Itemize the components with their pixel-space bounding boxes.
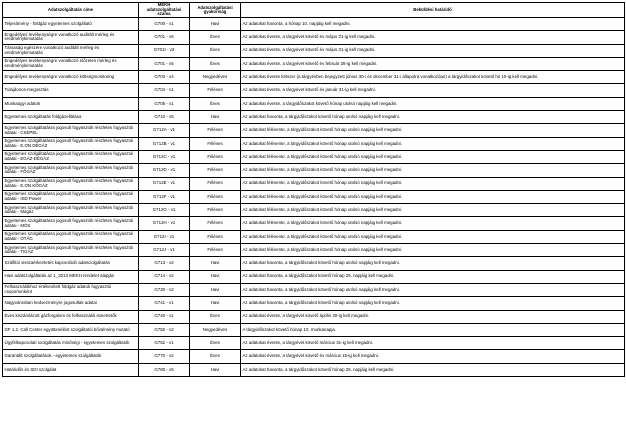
row-title-cell: Engedélyes tevékenységre vonatkozó költségmonitoring [3, 71, 139, 84]
row-code-cell: G712C - v1 [139, 150, 190, 163]
row-code-cell: G705 - v1 [139, 97, 190, 110]
row-deadline-cell: Az adatokat félévente, a tárgyidőszakot követő hónap utolsó napjáig kell megadni. [241, 190, 625, 203]
table-row [3, 111, 625, 124]
table-row [3, 57, 625, 70]
row-code-cell: G712B - v1 [139, 137, 190, 150]
row-title-cell: Egyetemes szolgáltatásra jogosult fogyasztók részletes fogyasztói adatai - EGÁZ-DÉGÁZ [3, 150, 139, 163]
row-deadline-cell: Az adatokat havonta, a tárgyidőszakot követő hónap utolsó napjáig kell megadni. [241, 283, 625, 296]
row-deadline-cell: A tárgyidőszakot követő hónap 10. munkanapja. [241, 323, 625, 336]
table-row [3, 124, 625, 137]
row-title-cell: Egyetemes szolgáltatásra jogosult fogyasztók részletes fogyasztói adatai - FŐGÁZ [3, 164, 139, 177]
row-title-cell: GF 1.2. Call Center együttesélést szolgáltatói bővülmény mutató [3, 323, 139, 336]
row-code-cell: G712F - v1 [139, 190, 190, 203]
row-frequency-cell: Havi [190, 297, 241, 310]
row-code-cell: G780 - v5 [139, 363, 190, 376]
row-deadline-cell: Az adatokat évente kétszer (a tárgyévben bejegyzett június 30-i és december 31-i állapotra vonatkozóan) a tárgyidőszakot követő hó 10-ig kell megadni. [241, 71, 625, 84]
row-frequency-cell: Havi [190, 283, 241, 296]
row-title-cell: Egyetemes szolgáltatás földgázellátása [3, 111, 139, 124]
row-frequency-cell: Éves [190, 350, 241, 363]
row-title-cell: Egyetemes szolgáltatásra jogosult fogyasztók részletes fogyasztói adatai - MÓS [3, 217, 139, 230]
header-code: MEKH adatszolgáltatási száma [139, 3, 190, 18]
row-deadline-cell: Az adatokat félévente, a tárgyidőszakot követő hónap utolsó napjáig kell megadni. [241, 137, 625, 150]
table-row [3, 150, 625, 163]
row-code-cell: G712D - v1 [139, 164, 190, 177]
header-row [3, 3, 625, 18]
row-deadline-cell: Az adatokat félévente, a tárgyidőszakot követő hónap utolsó napjáig kell megadni. [241, 177, 625, 190]
row-title-cell: Társaság egészére vonatkozó auditált mérleg és eredménykimutatás [3, 44, 139, 57]
row-title-cell: Egyetemes szolgáltatásra jogosult fogyasztók részletes fogyasztói adatai - TIGÁZ [3, 244, 139, 257]
row-code-cell: G701 - v5 [139, 57, 190, 70]
table-row [3, 283, 625, 296]
table-row [3, 71, 625, 84]
table-row [3, 164, 625, 177]
row-deadline-cell: Az adatokat évente, a tárgyidőszakot követő hónap utolsó napjáig kell megadni. [241, 97, 625, 110]
row-frequency-cell: Negyedéves [190, 323, 241, 336]
table-row [3, 204, 625, 217]
row-title-cell: Munkaügyi adatok [3, 97, 139, 110]
table-row [3, 230, 625, 243]
row-deadline-cell: Az adatokat félévente, a tárgyidőszakot követő hónap utolsó napjáig kell megadni. [241, 217, 625, 230]
row-deadline-cell: Az adatokat havonta, a tárgyidőszakot követő hónap 25. napjáig kell megadni. [241, 270, 625, 283]
row-title-cell: Engedélyes tevékenységre vonatkozó előzetes mérleg és eredménykimutatás [3, 57, 139, 70]
row-frequency-cell: Féléves [190, 150, 241, 163]
row-title-cell: Engedélyes tevékenységre vonatkozó auditált mérleg és eredménykimutatás [3, 31, 139, 44]
row-deadline-cell: Az adatokat félévente, a tárgyidőszakot követő hónap utolsó napjáig kell megadni. [241, 244, 625, 257]
row-title-cell: Határidős és SDI szolgálat [3, 363, 139, 376]
row-deadline-cell: Az adatokat havonta, a tárgyidőszakot követő hónap utolsó napjáig kell megadni. [241, 297, 625, 310]
table-row [3, 137, 625, 150]
row-deadline-cell: Az adatokat félévente, a tárgyidőszakot követő hónap utolsó napjáig kell megadni. [241, 150, 625, 163]
table-row [3, 18, 625, 31]
row-deadline-cell: Az adatokat évente, a tárgyévet követő év január 31-ig kell megadni. [241, 84, 625, 97]
table-body [3, 18, 625, 377]
row-frequency-cell: Éves [190, 44, 241, 57]
header-title: Adatszolgáltatás címe [3, 3, 139, 18]
row-code-cell: G712A - v1 [139, 124, 190, 137]
row-code-cell: G750 - v2 [139, 323, 190, 336]
row-code-cell: G712J - v1 [139, 244, 190, 257]
row-frequency-cell: Havi [190, 257, 241, 270]
row-frequency-cell: Féléves [190, 177, 241, 190]
table-row [3, 337, 625, 350]
row-title-cell: Egyetemes szolgáltatásra jogosult fogyasztók részletes fogyasztói adatai - E.ON KÖGÁZ [3, 177, 139, 190]
row-deadline-cell: Az adatokat félévente, a tárgyidőszakot követő hónap utolsó napjáig kell megadni. [241, 124, 625, 137]
row-code-cell: G704 - v1 [139, 84, 190, 97]
row-frequency-cell: Havi [190, 111, 241, 124]
row-title-cell: Egyetemes szolgáltatásra jogosult fogyasztók részletes fogyasztói adatai - CSEPEL [3, 124, 139, 137]
table-row [3, 270, 625, 283]
row-deadline-cell: Az adatokat havonta, a tárgyidőszakot követő hónap utolsó napjáig kell megadni. [241, 257, 625, 270]
row-frequency-cell: Féléves [190, 190, 241, 203]
row-code-cell: G701 - v6 [139, 31, 190, 44]
row-frequency-cell: Féléves [190, 124, 241, 137]
row-frequency-cell: Féléves [190, 244, 241, 257]
table-row [3, 297, 625, 310]
row-code-cell: G712H - v1 [139, 217, 190, 230]
row-code-cell: G703 - v4 [139, 71, 190, 84]
row-frequency-cell: Havi [190, 18, 241, 31]
table-row [3, 363, 625, 376]
table-row [3, 323, 625, 336]
row-title-cell: Ügyfélkapcsolati szolgáltatás minőségi - egyetemes szolgáltatók [3, 337, 139, 350]
row-code-cell: G701t - v3 [139, 44, 190, 57]
row-frequency-cell: Éves [190, 97, 241, 110]
row-frequency-cell: Negyedéves [190, 71, 241, 84]
row-frequency-cell: Havi [190, 363, 241, 376]
row-code-cell: G770 - v2 [139, 350, 190, 363]
table-row [3, 190, 625, 203]
data-reporting-table [2, 2, 625, 377]
row-deadline-cell: Az adatokat havonta, a tárgyidőszakot követő hónap utolsó napjáig kell megadni. [241, 111, 625, 124]
table-row [3, 244, 625, 257]
table-row [3, 84, 625, 97]
row-title-cell: Nagyvárosban kedvezményre jogosultak adatai [3, 297, 139, 310]
table-row [3, 97, 625, 110]
row-frequency-cell: Féléves [190, 217, 241, 230]
row-deadline-cell: Az adatokat félévente, a tárgyidőszakot követő hónap utolsó napjáig kell megadni. [241, 230, 625, 243]
row-frequency-cell: Éves [190, 31, 241, 44]
row-title-cell: Egyetemes szolgáltatásra jogosult fogyasztók részletes fogyasztói adatai - E.ON DÉGÁZ [3, 137, 139, 150]
row-code-cell: G712G - v1 [139, 204, 190, 217]
row-deadline-cell: Az adatokat évente, a tárgyévet követő év február 28-ig kell megadni. [241, 57, 625, 70]
table-row [3, 177, 625, 190]
row-code-cell: G714 - v2 [139, 270, 190, 283]
row-code-cell: G700 - v1 [139, 18, 190, 31]
row-deadline-cell: Az adatokat havonta, a hónap 10. napjáig kell megadni. [241, 18, 625, 31]
row-code-cell: G712I - v1 [139, 230, 190, 243]
row-frequency-cell: Féléves [190, 137, 241, 150]
row-deadline-cell: Az adatokat évente, a tárgyévet követő év május 31-ig kell megadni. [241, 44, 625, 57]
row-frequency-cell: Féléves [190, 84, 241, 97]
row-deadline-cell: Az adatokat évente, a tárgyévet követő év május 31-ig kell megadni. [241, 31, 625, 44]
row-deadline-cell: Az adatokat havonta, a tárgyidőszakot követő hónap 25. napjáig kell megadni. [241, 363, 625, 376]
row-code-cell: G752 - v1 [139, 337, 190, 350]
header-frequency: Adatszolgáltatási gyakoriság [190, 3, 241, 18]
table-row [3, 44, 625, 57]
row-title-cell: Tulajdonos-megosztás [3, 84, 139, 97]
table-row [3, 310, 625, 323]
row-title-cell: Egyetemes szolgáltatásra jogosult fogyasztók részletes fogyasztói adatai - Magáz [3, 204, 139, 217]
row-code-cell: G740 - v1 [139, 310, 190, 323]
row-frequency-cell: Féléves [190, 230, 241, 243]
table-row [3, 217, 625, 230]
row-frequency-cell: Féléves [190, 204, 241, 217]
row-deadline-cell: Az adatokat félévente, a tárgyidőszakot követő hónap utolsó napjáig kell megadni. [241, 164, 625, 177]
row-title-cell: Szállítói visszaérkeztetés kapcsolódó adatszolgáltatás [3, 257, 139, 270]
row-code-cell: G712E - v1 [139, 177, 190, 190]
row-frequency-cell: Havi [190, 270, 241, 283]
table-row [3, 31, 625, 44]
row-deadline-cell: Az adatokat évente, a tárgyévet követő április 30-ig kell megadni. [241, 310, 625, 323]
row-title-cell: Havi adatszolgáltatás az 1_2013 MEKH rendelet alapján [3, 270, 139, 283]
row-frequency-cell: Éves [190, 57, 241, 70]
row-deadline-cell: Az adatokat évente, a tárgyévet követő március 31-ig kell megadni. [241, 337, 625, 350]
row-title-cell: Garantált szolgáltatások - egyetemes szolgáltatók [3, 350, 139, 363]
row-code-cell: G713 - v2 [139, 257, 190, 270]
row-title-cell: Éves kiszámlázott gázforgalom és felhasználói ismertetők [3, 310, 139, 323]
row-code-cell: G710 - v5 [139, 111, 190, 124]
row-deadline-cell: Az adatokat félévente, a tárgyidőszakot követő hónap utolsó napjáig kell megadni. [241, 204, 625, 217]
row-title-cell: Teljesítmény - földgáz egyetemes szolgáltató [3, 18, 139, 31]
row-frequency-cell: Féléves [190, 164, 241, 177]
row-frequency-cell: Éves [190, 310, 241, 323]
row-title-cell: Egyetemes szolgáltatásra jogosult fogyasztók részletes fogyasztói adatai - ISD Power [3, 190, 139, 203]
table-row [3, 257, 625, 270]
header-deadline: Beküldési határidő [241, 3, 625, 18]
table-row [3, 350, 625, 363]
row-deadline-cell: Az adatokat évente, a tárgyévet követő év március 15-ig kell megadni. [241, 350, 625, 363]
row-title-cell: Felhasználókhoz értékesített földgáz adatok fogyasztói csoportonként [3, 283, 139, 296]
row-title-cell: Egyetemes szolgáltatásra jogosult fogyasztók részletes fogyasztói adatai - OTÁG [3, 230, 139, 243]
row-frequency-cell: Éves [190, 337, 241, 350]
row-code-cell: G730 - v2 [139, 283, 190, 296]
row-code-cell: G741 - v1 [139, 297, 190, 310]
